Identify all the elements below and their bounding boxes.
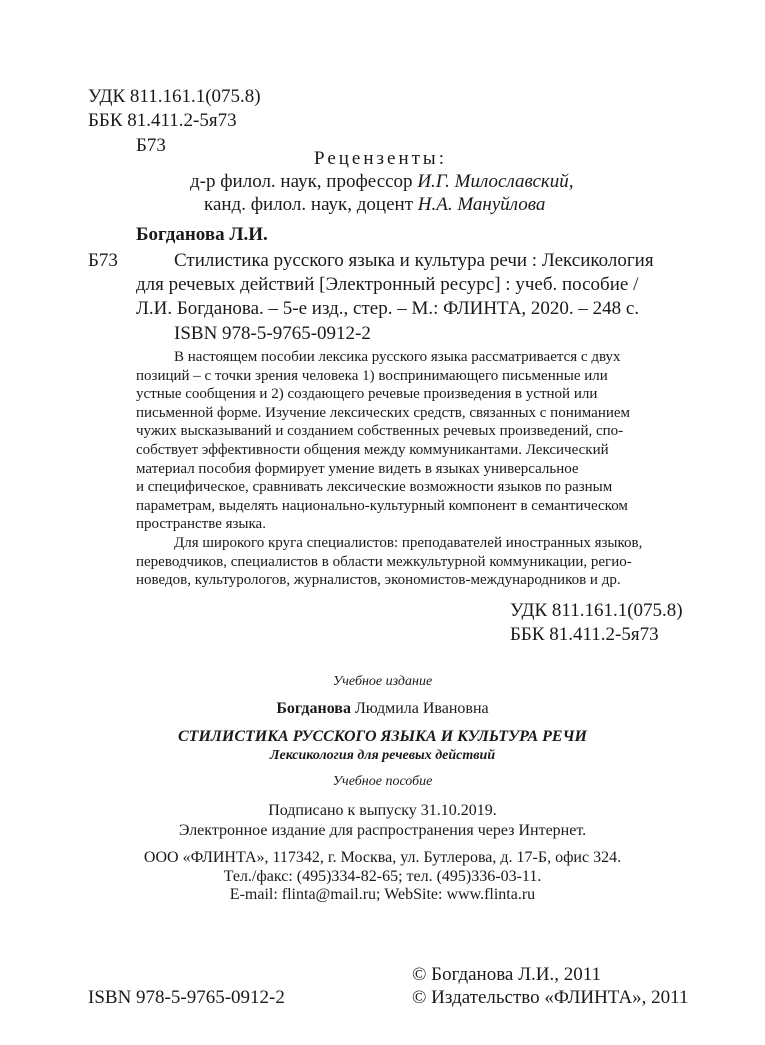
publisher-address: ООО «ФЛИНТА», 117342, г. Москва, ул. Бутлерова, д. 17-Б, офис 324. [143,849,622,866]
colophon-title: СТИЛИСТИКА РУССКОГО ЯЗЫКА И КУЛЬТУРА РЕЧИ [178,728,587,745]
publisher-contacts: E-mail: flinta@mail.ru; WebSite: www.flinta.ru [229,886,536,903]
abstract-line: новедов, культурологов, журналистов, экономистов-международников и др. [136,572,621,589]
bib-isbn: ISBN 978-5-9765-0912-2 [174,323,371,344]
abstract-line: письменной форме. Изучение лексических средств, связанных с пониманием [136,404,631,421]
colophon-kind: Учебное пособие [332,774,433,789]
reviewer-2-name: Н.А. Мануйлова [417,194,546,215]
copyright-publisher: © Издательство «ФЛИНТА», 2011 [412,987,689,1008]
udk-header: УДК 811.161.1(075.8) [88,86,261,107]
bbk-classification: ББК 81.411.2-5я73 [510,624,659,645]
abstract-line: чужих высказываний и созданием собственных речевых произведений, спо- [136,423,624,440]
abstract-line: устные сообщения и 2) создающего речевые произведения в устной или [136,386,598,403]
author-sign-header: Б73 [136,135,166,156]
colophon-subtitle: Лексикология для речевых действий [269,748,496,763]
abstract [136,348,684,590]
abstract-line: материал пособия формирует умение видеть в языках универсальное [136,460,579,477]
reviewer-2 [204,194,545,216]
reviewer-1 [190,171,574,193]
colophon-author [0,700,765,718]
electronic-note: Электронное издание для распространения через Интернет. [178,822,587,839]
colophon-author-surname: Богданова [276,700,351,717]
bib-line-1: Стилистика русского языка и культура речи : Лексикология [174,250,654,271]
bib-line-2: для речевых действий [Электронный ресурс] : учеб. пособие / [136,274,639,295]
copyright-author: © Богданова Л.И., 2011 [412,964,602,985]
abstract-line: позиций – с точки зрения человека 1) воспринимающего письменные или [136,367,608,384]
footer-isbn: ISBN 978-5-9765-0912-2 [88,987,285,1008]
reviewer-2-degree: канд. филол. наук, доцент [204,194,418,215]
reviewer-1-name: И.Г. Милославский, [417,171,574,192]
udk-classification: УДК 811.161.1(075.8) [510,600,683,621]
abstract-line: Для широкого круга специалистов: преподавателей иностранных языков, [174,534,643,551]
bib-line-3: Л.И. Богданова. – 5-е изд., стер. – М.: ФЛИНТА, 2020. – 248 с. [136,298,640,319]
abstract-line: пространстве языка. [136,516,266,533]
reviewers-title: Рецензенты: [314,148,447,169]
abstract-line: переводчиков, специалистов в области межкультурной коммуникации, регио- [136,553,632,570]
publisher-phones: Тел./факс: (495)334-82-65; тел. (495)336-03-11. [223,868,542,885]
reviewer-1-degree: д-р филол. наук, профессор [190,171,418,192]
bib-author: Богданова Л.И. [136,224,268,245]
bbk-header: ББК 81.411.2-5я73 [88,110,237,131]
abstract-line: параметрам, выделять национально-культурный компонент в семантическом [136,497,628,514]
bib-sign: Б73 [88,250,118,271]
abstract-line: и специфическое, сравнивать лексические возможности языков по разным [136,479,613,496]
signed-date: Подписано к выпуску 31.10.2019. [268,802,497,819]
abstract-line: В настоящем пособии лексика русского языка рассматривается с двух [174,349,621,365]
abstract-line: собствует эффективности общения между коммуникантами. Лексический [136,441,609,458]
edition-type: Учебное издание [332,674,433,689]
colophon-author-name: Людмила Ивановна [350,700,489,717]
